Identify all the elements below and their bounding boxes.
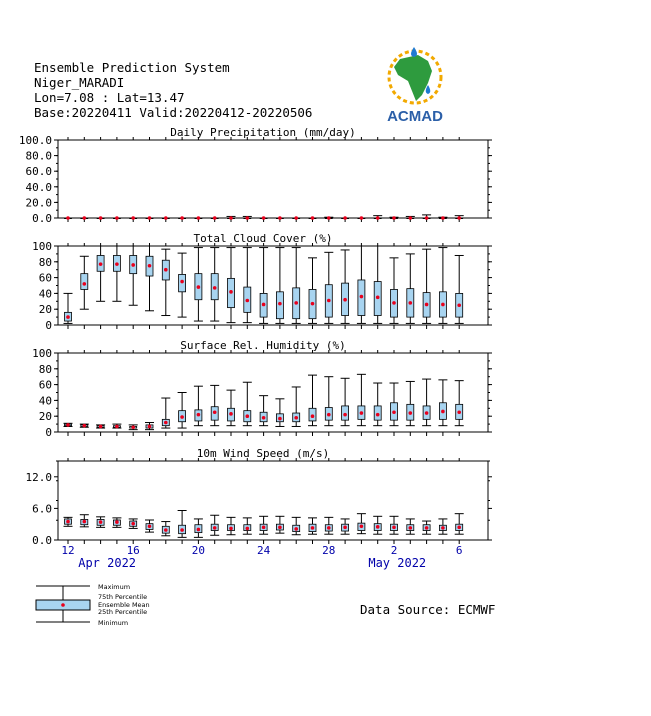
- x-day-label: 6: [455, 544, 463, 557]
- y-tick-label: 80: [38, 362, 52, 376]
- mean-dot: [213, 286, 217, 290]
- mean-dot: [409, 216, 413, 220]
- data-source: Data Source: ECMWF: [360, 602, 496, 617]
- panel-frame: [58, 353, 488, 432]
- mean-dot: [164, 268, 168, 272]
- mean-dot: [229, 290, 233, 294]
- y-tick-label: 12.0: [25, 470, 52, 484]
- panel-title: Surface Rel. Humidity (%): [180, 339, 346, 352]
- y-tick-label: 20.0: [25, 196, 52, 210]
- y-tick-label: 100: [32, 347, 52, 360]
- mean-dot: [213, 526, 217, 530]
- mean-dot: [425, 526, 429, 530]
- mean-dot: [131, 425, 135, 429]
- logo-text: ACMAD: [387, 108, 443, 125]
- mean-dot: [392, 526, 396, 530]
- x-day-label: 28: [322, 544, 336, 557]
- mean-dot: [392, 301, 396, 305]
- mean-dot: [343, 526, 347, 530]
- mean-dot: [83, 424, 87, 428]
- mean-dot: [376, 216, 380, 220]
- mean-dot: [246, 414, 250, 418]
- mean-dot: [148, 216, 152, 220]
- mean-dot: [425, 411, 429, 415]
- mean-dot: [148, 264, 152, 268]
- y-tick-label: 0: [45, 426, 52, 439]
- panel-title: Total Cloud Cover (%): [193, 232, 333, 245]
- mean-dot: [197, 216, 201, 220]
- mean-dot: [148, 425, 152, 429]
- mean-dot: [83, 520, 87, 524]
- station-name: Niger_MARADI: [34, 75, 125, 90]
- x-month-label: May 2022: [368, 556, 427, 570]
- panel-title: Daily Precipitation (mm/day): [170, 126, 356, 139]
- mean-dot: [343, 298, 347, 302]
- mean-dot: [311, 302, 315, 306]
- mean-dot: [327, 413, 331, 417]
- legend-p25: 25th Percentile: [98, 608, 148, 616]
- mean-dot: [66, 216, 70, 220]
- mean-dot: [262, 526, 266, 530]
- mean-dot: [409, 411, 413, 415]
- mean-dot: [311, 414, 315, 418]
- mean-dot: [99, 425, 103, 429]
- mean-dot: [457, 303, 461, 307]
- mean-dot: [343, 216, 347, 220]
- mean-dot: [66, 315, 70, 319]
- mean-dot: [311, 216, 315, 220]
- mean-dot: [360, 295, 364, 299]
- mean-dot: [197, 285, 201, 289]
- x-month-label: Apr 2022: [78, 556, 137, 570]
- x-day-label: 20: [191, 544, 206, 557]
- mean-dot: [213, 216, 217, 220]
- mean-dot: [392, 410, 396, 414]
- legend-maximum: Maximum: [98, 583, 131, 591]
- legend: [30, 580, 190, 630]
- mean-dot: [311, 526, 315, 530]
- box: [81, 274, 88, 290]
- y-tick-label: 60: [38, 378, 52, 392]
- mean-dot: [180, 216, 184, 220]
- y-tick-label: 100.0: [18, 134, 52, 147]
- x-day-label: 12: [61, 544, 75, 557]
- mean-dot: [164, 216, 168, 220]
- mean-dot: [327, 216, 331, 220]
- mean-dot: [360, 216, 364, 220]
- mean-dot: [99, 520, 103, 524]
- mean-dot: [164, 421, 168, 425]
- mean-dot: [360, 525, 364, 529]
- mean-dot: [376, 413, 380, 417]
- y-tick-label: 60: [38, 271, 52, 285]
- y-tick-label: 40: [38, 287, 52, 301]
- mean-dot: [180, 528, 184, 532]
- x-day-label: 24: [256, 544, 271, 557]
- mean-dot: [262, 416, 266, 420]
- mean-dot: [441, 410, 445, 414]
- legend-minimum: Minimum: [98, 619, 129, 627]
- mean-dot: [83, 216, 87, 220]
- mean-dot: [376, 296, 380, 300]
- mean-dot: [294, 301, 298, 305]
- mean-dot: [164, 528, 168, 532]
- mean-dot: [392, 216, 396, 220]
- mean-dot: [294, 416, 298, 420]
- mean-dot: [246, 299, 250, 303]
- mean-dot: [115, 262, 119, 266]
- legend-p75: 75th Percentile: [98, 593, 148, 601]
- panel-title: 10m Wind Speed (m/s): [196, 447, 330, 460]
- mean-dot: [441, 526, 445, 530]
- mean-dot: [262, 216, 266, 220]
- mean-dot: [327, 299, 331, 303]
- mean-dot: [457, 526, 461, 530]
- mean-dot: [229, 216, 233, 220]
- mean-dot: [83, 282, 87, 286]
- mean-dot: [278, 302, 282, 306]
- mean-dot: [148, 525, 152, 529]
- legend-mean: Ensemble Mean: [98, 601, 150, 609]
- system-title: Ensemble Prediction System: [34, 60, 230, 75]
- mean-dot: [131, 522, 135, 526]
- mean-dot: [409, 526, 413, 530]
- y-tick-label: 0.0: [32, 212, 52, 225]
- mean-dot: [66, 520, 70, 524]
- y-tick-label: 40.0: [25, 180, 52, 194]
- mean-dot: [360, 411, 364, 415]
- x-day-label: 16: [126, 544, 140, 557]
- coordinates: Lon=7.08 : Lat=13.47: [34, 90, 185, 105]
- mean-dot: [278, 417, 282, 421]
- mean-dot: [425, 216, 429, 220]
- x-day-label: 2: [390, 544, 398, 557]
- mean-dot: [441, 216, 445, 220]
- y-tick-label: 0: [45, 319, 52, 332]
- y-tick-label: 40: [38, 394, 52, 408]
- y-tick-label: 60.0: [25, 165, 52, 179]
- y-tick-label: 0.0: [32, 534, 52, 547]
- mean-dot: [197, 528, 201, 532]
- mean-dot: [457, 410, 461, 414]
- y-tick-label: 80: [38, 255, 52, 269]
- mean-dot: [262, 303, 266, 307]
- panel-frame: [58, 140, 488, 218]
- base-valid-dates: Base:20220411 Valid:20220412-20220506: [34, 105, 313, 120]
- y-tick-label: 20: [38, 303, 52, 317]
- mean-dot: [278, 216, 282, 220]
- mean-dot: [229, 412, 233, 416]
- mean-dot: [115, 425, 119, 429]
- mean-dot: [246, 527, 250, 531]
- mean-dot: [425, 303, 429, 307]
- mean-dot: [115, 520, 119, 524]
- y-tick-label: 6.0: [32, 502, 52, 516]
- mean-dot: [213, 410, 217, 414]
- mean-dot: [376, 525, 380, 529]
- mean-dot: [99, 262, 103, 266]
- mean-dot: [131, 263, 135, 267]
- mean-dot: [441, 303, 445, 307]
- mean-dot: [409, 301, 413, 305]
- mean-dot: [229, 527, 233, 531]
- mean-dot: [294, 527, 298, 531]
- mean-dot: [197, 413, 201, 417]
- mean-dot: [66, 423, 70, 427]
- mean-dot: [327, 526, 331, 530]
- mean-dot: [115, 216, 119, 220]
- mean-dot: [278, 526, 282, 530]
- mean-dot: [180, 280, 184, 284]
- y-tick-label: 80.0: [25, 149, 52, 163]
- mean-dot: [99, 216, 103, 220]
- mean-dot: [343, 413, 347, 417]
- mean-dot: [246, 216, 250, 220]
- y-tick-label: 20: [38, 410, 52, 424]
- y-tick-label: 100: [32, 240, 52, 253]
- mean-dot: [131, 216, 135, 220]
- mean-dot: [457, 216, 461, 220]
- mean-dot: [180, 415, 184, 419]
- mean-dot: [294, 216, 298, 220]
